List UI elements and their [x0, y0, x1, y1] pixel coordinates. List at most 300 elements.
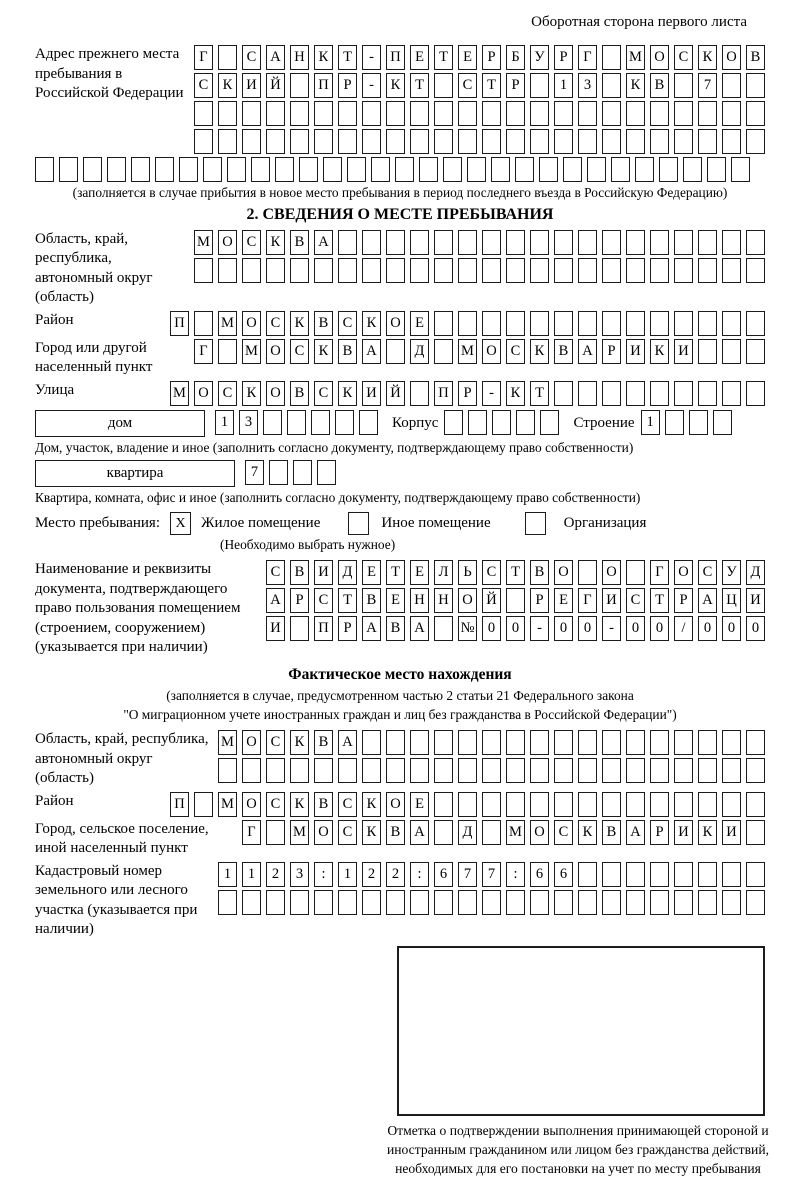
- char-cell: В: [530, 560, 549, 585]
- char-cell: К: [626, 73, 645, 98]
- char-cell: 0: [650, 616, 669, 641]
- kadastr-label: Кадастровый номер земельного или лесного участка (указывается при наличии): [35, 862, 198, 937]
- char-cell: [362, 230, 381, 255]
- char-cell: 3: [578, 73, 597, 98]
- factual-note-line1: (заполняется в случае, предусмотренном частью 2 статьи 21 Федерального закона: [166, 687, 634, 703]
- char-cell: 1: [215, 410, 234, 435]
- char-cell: В: [290, 230, 309, 255]
- char-cell: Г: [578, 588, 597, 613]
- char-cell: Р: [458, 381, 477, 406]
- char-cell: [434, 792, 453, 817]
- char-cell: [746, 73, 765, 98]
- char-cell: К: [650, 339, 669, 364]
- char-cell: О: [650, 45, 669, 70]
- char-cell: Т: [482, 73, 501, 98]
- char-cell: [602, 73, 621, 98]
- char-cell: 0: [506, 616, 525, 641]
- char-cell: С: [506, 339, 525, 364]
- char-cell: [482, 758, 501, 783]
- char-cell: [203, 157, 222, 182]
- char-cell: [194, 258, 213, 283]
- char-cell: [602, 862, 621, 887]
- char-cell: [746, 230, 765, 255]
- char-cell: [242, 890, 261, 915]
- char-cell: [602, 381, 621, 406]
- char-cell: [434, 339, 453, 364]
- char-cell: [650, 258, 669, 283]
- char-cell: К: [698, 820, 717, 845]
- char-cell: Р: [338, 73, 357, 98]
- char-cell: [722, 730, 741, 755]
- char-cell: [338, 101, 357, 126]
- char-cell: С: [218, 381, 237, 406]
- oblast-row-2: [194, 258, 765, 283]
- char-cell: [218, 129, 237, 154]
- char-cell: С: [266, 730, 285, 755]
- char-cell: 0: [722, 616, 741, 641]
- char-cell: [482, 792, 501, 817]
- document-block: [35, 560, 765, 658]
- char-cell: М: [218, 730, 237, 755]
- char-cell: [434, 258, 453, 283]
- char-cell: 2: [266, 862, 285, 887]
- char-cell: [540, 410, 559, 435]
- char-cell: [218, 339, 237, 364]
- char-cell: [587, 157, 606, 182]
- char-cell: [626, 101, 645, 126]
- char-cell: Н: [410, 588, 429, 613]
- char-cell: В: [386, 820, 405, 845]
- char-cell: [443, 157, 462, 182]
- char-cell: [444, 410, 463, 435]
- char-cell: [578, 758, 597, 783]
- char-cell: Т: [386, 560, 405, 585]
- char-cell: [578, 890, 597, 915]
- char-cell: О: [242, 311, 261, 336]
- char-cell: [626, 862, 645, 887]
- char-cell: [335, 410, 354, 435]
- char-cell: [314, 758, 333, 783]
- char-cell: Р: [290, 588, 309, 613]
- char-cell: [578, 101, 597, 126]
- char-cell: С: [266, 560, 285, 585]
- char-cell: [434, 311, 453, 336]
- char-cell: [263, 410, 282, 435]
- char-cell: К: [314, 45, 333, 70]
- char-cell: [530, 258, 549, 283]
- char-cell: -: [482, 381, 501, 406]
- char-cell: [722, 339, 741, 364]
- stroenie-cells: [641, 410, 732, 435]
- char-cell: [251, 157, 270, 182]
- korpus-label: Корпус: [392, 414, 439, 431]
- char-cell: [626, 758, 645, 783]
- char-cell: О: [554, 560, 573, 585]
- char-cell: К: [242, 381, 261, 406]
- char-cell: 3: [239, 410, 258, 435]
- char-cell: 3: [290, 862, 309, 887]
- char-cell: [371, 157, 390, 182]
- char-cell: [410, 890, 429, 915]
- char-cell: [650, 792, 669, 817]
- char-cell: [674, 230, 693, 255]
- char-cell: [506, 230, 525, 255]
- char-cell: [482, 890, 501, 915]
- char-cell: :: [314, 862, 333, 887]
- dom-row: [35, 410, 765, 437]
- char-cell: [194, 311, 213, 336]
- char-cell: [530, 792, 549, 817]
- char-cell: С: [194, 73, 213, 98]
- char-cell: С: [458, 73, 477, 98]
- char-cell: [674, 890, 693, 915]
- char-cell: К: [362, 311, 381, 336]
- char-cell: [746, 758, 765, 783]
- char-cell: И: [626, 339, 645, 364]
- char-cell: Г: [578, 45, 597, 70]
- char-cell: [410, 230, 429, 255]
- char-cell: [578, 311, 597, 336]
- char-cell: [611, 157, 630, 182]
- char-cell: [290, 758, 309, 783]
- char-cell: [194, 101, 213, 126]
- char-cell: [689, 410, 708, 435]
- char-cell: К: [290, 792, 309, 817]
- char-cell: [674, 129, 693, 154]
- factual-gorod-block: [35, 820, 765, 859]
- char-cell: [242, 758, 261, 783]
- char-cell: [650, 758, 669, 783]
- char-cell: Д: [458, 820, 477, 845]
- char-cell: [410, 258, 429, 283]
- char-cell: В: [650, 73, 669, 98]
- char-cell: [674, 311, 693, 336]
- char-cell: [242, 101, 261, 126]
- char-cell: О: [458, 588, 477, 613]
- char-cell: М: [218, 792, 237, 817]
- char-cell: М: [626, 45, 645, 70]
- char-cell: [626, 792, 645, 817]
- char-cell: [386, 129, 405, 154]
- factual-title: Фактическое место нахождения: [288, 665, 512, 683]
- char-cell: 0: [746, 616, 765, 641]
- char-cell: [626, 560, 645, 585]
- char-cell: Й: [266, 73, 285, 98]
- char-cell: [554, 890, 573, 915]
- char-cell: М: [290, 820, 309, 845]
- char-cell: [434, 890, 453, 915]
- char-cell: 0: [626, 616, 645, 641]
- char-cell: [323, 157, 342, 182]
- char-cell: [530, 730, 549, 755]
- char-cell: [659, 157, 678, 182]
- kadastr-row-2: [218, 890, 765, 915]
- kvartira-note: Квартира, комната, офис и иное (заполнить согласно документу, подтверждающему право собственности): [35, 489, 641, 505]
- char-cell: [362, 758, 381, 783]
- char-cell: /: [674, 616, 693, 641]
- char-cell: П: [170, 792, 189, 817]
- char-cell: С: [290, 339, 309, 364]
- char-cell: Д: [410, 339, 429, 364]
- char-cell: К: [386, 73, 405, 98]
- char-cell: М: [458, 339, 477, 364]
- char-cell: 1: [338, 862, 357, 887]
- kadastr-block: [35, 862, 765, 940]
- option-organizatsiya-label: Организация: [563, 515, 647, 532]
- char-cell: [290, 101, 309, 126]
- char-cell: С: [242, 45, 261, 70]
- char-cell: [434, 820, 453, 845]
- char-cell: [650, 890, 669, 915]
- char-cell: [602, 230, 621, 255]
- char-cell: Р: [338, 616, 357, 641]
- char-cell: [530, 758, 549, 783]
- char-cell: О: [482, 339, 501, 364]
- char-cell: О: [194, 381, 213, 406]
- char-cell: [746, 258, 765, 283]
- char-cell: [467, 157, 486, 182]
- char-cell: [698, 381, 717, 406]
- char-cell: [722, 73, 741, 98]
- char-cell: Т: [650, 588, 669, 613]
- char-cell: [506, 129, 525, 154]
- char-cell: [266, 758, 285, 783]
- char-cell: О: [266, 339, 285, 364]
- char-cell: [698, 101, 717, 126]
- char-cell: [650, 230, 669, 255]
- char-cell: Р: [530, 588, 549, 613]
- char-cell: К: [578, 820, 597, 845]
- char-cell: Е: [554, 588, 573, 613]
- char-cell: [83, 157, 102, 182]
- char-cell: [218, 258, 237, 283]
- prev-address-row-2: [194, 73, 765, 98]
- char-cell: [602, 730, 621, 755]
- char-cell: [674, 258, 693, 283]
- checkbox-zhiloe: X: [170, 512, 191, 535]
- char-cell: 7: [482, 862, 501, 887]
- char-cell: [530, 311, 549, 336]
- char-cell: [266, 820, 285, 845]
- char-cell: К: [338, 381, 357, 406]
- char-cell: [419, 157, 438, 182]
- dom-note: Дом, участок, владение и иное (заполнить согласно документу, подтверждающему право собственности): [35, 439, 634, 455]
- kvartira-cells: [245, 460, 336, 485]
- char-cell: В: [746, 45, 765, 70]
- char-cell: [434, 758, 453, 783]
- char-cell: [275, 157, 294, 182]
- char-cell: Г: [194, 339, 213, 364]
- char-cell: [218, 101, 237, 126]
- char-cell: [491, 157, 510, 182]
- stamp-caption: Отметка о подтверждении выполнения принимающей стороной и иностранным гражданином или лицом без гражданства действий, необходимых для его постановки на учет по месту пребывания: [387, 1122, 769, 1176]
- char-cell: [626, 258, 645, 283]
- char-cell: [287, 410, 306, 435]
- char-cell: С: [338, 820, 357, 845]
- char-cell: [578, 381, 597, 406]
- prev-address-block: [35, 45, 765, 154]
- document-row-1: [266, 560, 765, 585]
- char-cell: 0: [482, 616, 501, 641]
- char-cell: [386, 730, 405, 755]
- char-cell: И: [242, 73, 261, 98]
- char-cell: Н: [290, 45, 309, 70]
- char-cell: Р: [506, 73, 525, 98]
- prev-address-row-5: [35, 157, 750, 182]
- char-cell: [554, 230, 573, 255]
- char-cell: [722, 311, 741, 336]
- char-cell: 0: [578, 616, 597, 641]
- char-cell: И: [362, 381, 381, 406]
- char-cell: О: [602, 560, 621, 585]
- char-cell: [506, 792, 525, 817]
- char-cell: 7: [245, 460, 264, 485]
- char-cell: [626, 890, 645, 915]
- char-cell: [554, 258, 573, 283]
- char-cell: [722, 758, 741, 783]
- char-cell: [602, 101, 621, 126]
- char-cell: [458, 758, 477, 783]
- char-cell: О: [242, 730, 261, 755]
- char-cell: [602, 45, 621, 70]
- char-cell: [458, 129, 477, 154]
- char-cell: С: [482, 560, 501, 585]
- char-cell: [650, 381, 669, 406]
- char-cell: [683, 157, 702, 182]
- char-cell: 2: [386, 862, 405, 887]
- char-cell: [554, 381, 573, 406]
- char-cell: М: [170, 381, 189, 406]
- char-cell: М: [218, 311, 237, 336]
- char-cell: [314, 101, 333, 126]
- gorod-label: Город или другой населенный пункт: [35, 339, 153, 376]
- char-cell: [707, 157, 726, 182]
- char-cell: [602, 890, 621, 915]
- mesto-label: Место пребывания:: [35, 515, 160, 532]
- char-cell: С: [314, 588, 333, 613]
- ulitsa-row: [170, 381, 765, 406]
- char-cell: [131, 157, 150, 182]
- char-cell: [347, 157, 366, 182]
- char-cell: Т: [530, 381, 549, 406]
- page-header: Оборотная сторона первого листа: [531, 14, 747, 30]
- char-cell: П: [314, 73, 333, 98]
- char-cell: [722, 381, 741, 406]
- char-cell: Д: [338, 560, 357, 585]
- char-cell: [338, 230, 357, 255]
- char-cell: [698, 862, 717, 887]
- char-cell: [516, 410, 535, 435]
- char-cell: [722, 101, 741, 126]
- char-cell: А: [362, 616, 381, 641]
- dom-box: дом: [35, 410, 205, 437]
- char-cell: [554, 758, 573, 783]
- korpus-cells: [444, 410, 559, 435]
- char-cell: П: [314, 616, 333, 641]
- char-cell: [602, 258, 621, 283]
- char-cell: Р: [482, 45, 501, 70]
- char-cell: [266, 890, 285, 915]
- char-cell: О: [722, 45, 741, 70]
- char-cell: [458, 258, 477, 283]
- char-cell: И: [266, 616, 285, 641]
- char-cell: [650, 311, 669, 336]
- char-cell: О: [386, 311, 405, 336]
- char-cell: И: [314, 560, 333, 585]
- char-cell: Р: [650, 820, 669, 845]
- char-cell: 6: [530, 862, 549, 887]
- char-cell: [434, 73, 453, 98]
- char-cell: [362, 890, 381, 915]
- char-cell: А: [266, 588, 285, 613]
- stroenie-label: Строение: [573, 414, 635, 431]
- char-cell: [554, 311, 573, 336]
- char-cell: [674, 758, 693, 783]
- char-cell: [434, 230, 453, 255]
- char-cell: [458, 101, 477, 126]
- char-cell: К: [314, 339, 333, 364]
- char-cell: [194, 129, 213, 154]
- char-cell: [386, 758, 405, 783]
- char-cell: [290, 616, 309, 641]
- char-cell: [362, 730, 381, 755]
- char-cell: [362, 129, 381, 154]
- char-cell: [650, 862, 669, 887]
- char-cell: В: [314, 311, 333, 336]
- char-cell: Л: [434, 560, 453, 585]
- char-cell: О: [386, 792, 405, 817]
- char-cell: [506, 311, 525, 336]
- char-cell: [458, 792, 477, 817]
- char-cell: [602, 758, 621, 783]
- char-cell: [218, 758, 237, 783]
- char-cell: [410, 730, 429, 755]
- char-cell: Е: [410, 311, 429, 336]
- char-cell: И: [674, 820, 693, 845]
- char-cell: [626, 230, 645, 255]
- mesto-prebyvaniya-row: [35, 512, 765, 535]
- section2-title: 2. СВЕДЕНИЯ О МЕСТЕ ПРЕБЫВАНИЯ: [246, 205, 554, 223]
- char-cell: [107, 157, 126, 182]
- char-cell: [290, 129, 309, 154]
- stamp-area: [377, 946, 779, 1178]
- char-cell: К: [290, 311, 309, 336]
- char-cell: [458, 230, 477, 255]
- gorod-row: [194, 339, 765, 364]
- char-cell: У: [722, 560, 741, 585]
- factual-raion-row: [170, 792, 765, 817]
- char-cell: [578, 862, 597, 887]
- char-cell: [674, 101, 693, 126]
- char-cell: [299, 157, 318, 182]
- char-cell: [492, 410, 511, 435]
- char-cell: А: [362, 339, 381, 364]
- char-cell: [602, 311, 621, 336]
- char-cell: [698, 758, 717, 783]
- char-cell: :: [410, 862, 429, 887]
- document-label: Наименование и реквизиты документа, подтверждающего право пользования помещением (строением, сооружением) (указывается при наличии): [35, 561, 241, 655]
- char-cell: Р: [554, 45, 573, 70]
- char-cell: [530, 129, 549, 154]
- option-inoe-label: Иное помещение: [381, 515, 491, 532]
- char-cell: [482, 311, 501, 336]
- char-cell: [458, 730, 477, 755]
- char-cell: [482, 129, 501, 154]
- char-cell: [530, 73, 549, 98]
- char-cell: [290, 258, 309, 283]
- char-cell: К: [290, 730, 309, 755]
- char-cell: 0: [698, 616, 717, 641]
